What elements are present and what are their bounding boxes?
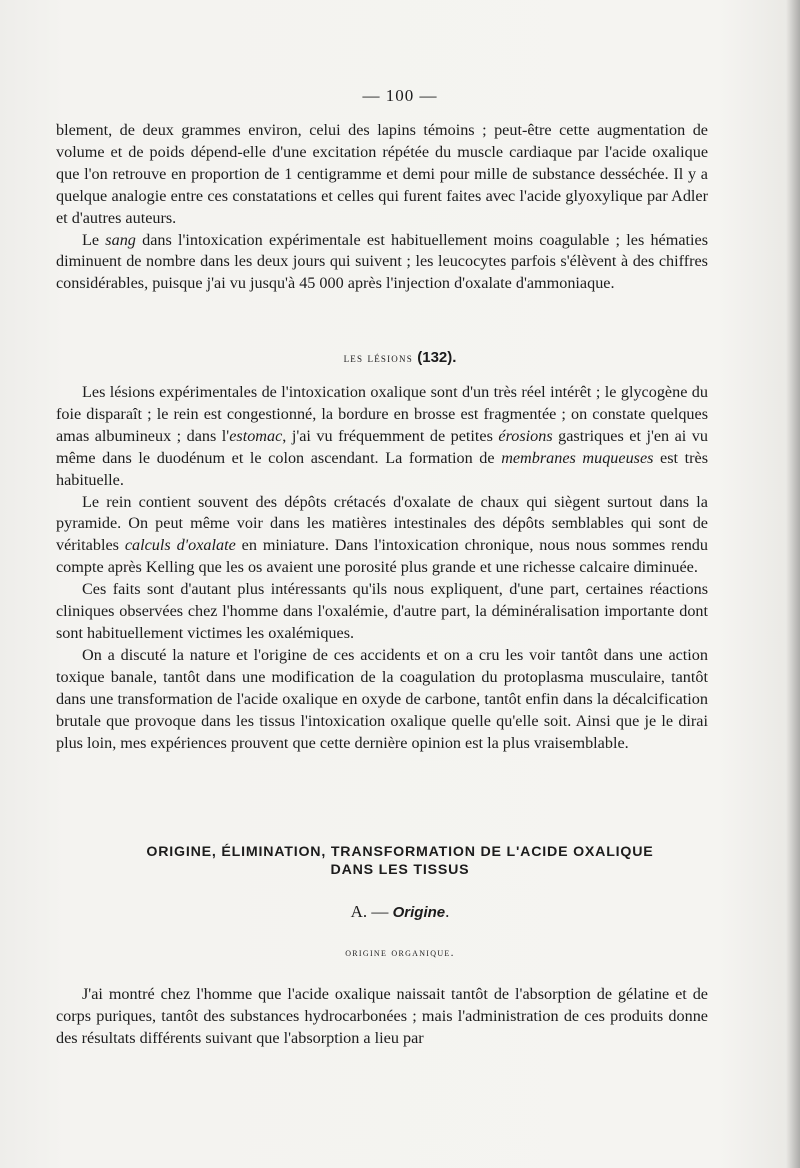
- paragraph-continuation: blement, de deux grammes environ, celui des lapins témoins ; peut-être cette augmentation de volume et de poids dépend-elle d'une excitation répétée du muscle cardiaque par l'acide oxalique que l'on retrouve en proportion de 1 centigramme et demi pour mille de substance desséchée. Il y a quelque analogie entre ces constatations et celles qui furent faites avec l'acide glyoxylique par Adler et d'autres auteurs.: [56, 121, 708, 227]
- paragraph-lesions-2: Le rein contient souvent des dépôts crétacés d'oxalate de chaux qui siègent surtout dans la pyramide. On peut même voir dans les matières intestinales des dépôts semblables qui sont de véritables calculs d'oxalate en miniature. Dans l'intoxication chronique, nous nous sommes rendu compte après Kelling que les os avaient une porosité plus grande et une richesse calcaire diminuée.: [56, 492, 708, 577]
- page-number: — 100 —: [362, 86, 438, 105]
- subsection-prefix: A. —: [350, 902, 393, 921]
- heading-lesions: [0, 349, 800, 366]
- text-block-top: [56, 120, 708, 295]
- italic-term-erosions: érosions: [498, 426, 553, 445]
- paragraph-lesions-1: Les lésions expérimentales de l'intoxication oxalique sont d'un très réel intérêt ; le glycogène du foie disparaît ; le rein est congestionné, la bordure en brosse est fragmentée ; on constate quelques amas albumineux ; dans l'estomac, j'ai vu fréquemment de petites érosions gastriques et j'en ai vu même dans le duodénum et le colon ascendant. La formation de membranes muqueuses est très habituelle.: [56, 383, 708, 489]
- section-title-line-2: DANS LES TISSUS: [330, 862, 470, 878]
- paragraph-lesions-3: Ces faits sont d'autant plus intéressants qu'ils nous expliquent, d'une part, certaines réactions cliniques observées chez l'homme dans l'oxalémie, d'autre part, la déminéralisation importante dont sont habituellement victimes les oxalémiques.: [56, 580, 708, 642]
- page-edge-shadow: [786, 0, 800, 1168]
- text-block-lesions: [56, 382, 708, 754]
- italic-term-sang: sang: [105, 230, 136, 249]
- heading-lesions-ref: (132).: [417, 349, 457, 366]
- paragraph-origine: J'ai montré chez l'homme que l'acide oxalique naissait tantôt de l'absorption de gélatine et de corps puriques, tantôt des substances hydrocarbonées ; mais l'administration de ces produits donne des résultats différents suivant que l'absorption a lieu par: [56, 985, 708, 1047]
- italic-term-membranes: membranes muqueuses: [501, 448, 654, 467]
- section-title-line-1: ORIGINE, ÉLIMINATION, TRANSFORMATION DE L'ACIDE OXALIQUE: [146, 844, 654, 860]
- section-title: [0, 843, 800, 879]
- subsection-suffix: .: [445, 902, 450, 921]
- paragraph-sang: Le sang dans l'intoxication expérimentale est habituellement moins coagulable ; les hématies diminuent de nombre dans les deux jours qui suivent ; les leucocytes parfois s'élèvent à des chiffres considérables, puisque j'ai vu jusqu'à 45 000 après l'injection d'oxalate d'ammoniaque.: [56, 230, 708, 293]
- subsection-name: Origine: [392, 904, 446, 921]
- italic-term-calculs: calculs d'oxalate: [124, 536, 236, 555]
- italic-term-estomac: estomac: [229, 426, 283, 445]
- paragraph-lesions-4: On a discuté la nature et l'origine de ces accidents et on a cru les voir tantôt dans une action toxique banale, tantôt dans une modification de la coagulation du protoplasma musculaire, tantôt dans une transformation de l'acide oxalique en oxyde de carbone, tantôt enfin dans la décalcification brutale que provoque dans les tissus l'intoxication oxalique quelle qu'elle soit. Ainsi que je le dirai plus loin, mes expériences prouvent que cette dernière opinion est la plus vraisemblable.: [56, 645, 708, 752]
- heading-origine-organique: origine organique.: [345, 947, 455, 959]
- text-block-bottom: [56, 984, 708, 1050]
- subsection-title: [0, 902, 800, 922]
- heading-lesions-text: les lésions: [343, 351, 413, 365]
